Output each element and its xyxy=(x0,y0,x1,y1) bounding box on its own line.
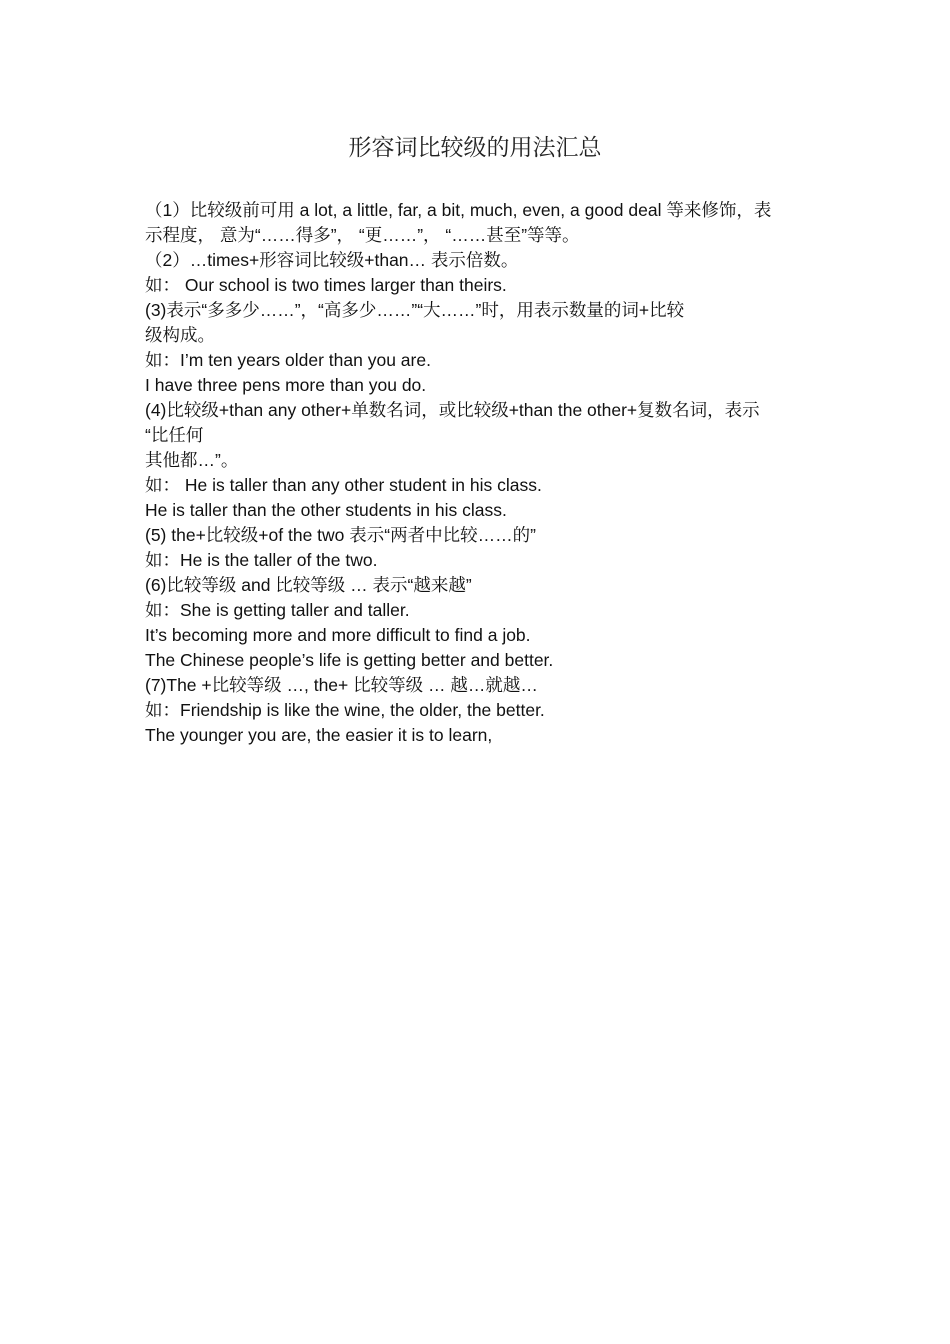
text-line-21: 如：Friendship is like the wine, the older, the better. xyxy=(145,700,545,720)
text-line-7: 如：I’m ten years older than you are. xyxy=(145,350,431,370)
text-line-10: “比任何 xyxy=(145,425,204,445)
text-line-14: (5) the+比较级+of the two 表示“两者中比较……的” xyxy=(145,525,536,545)
text-line-18: It’s becoming more and more difficult to find a job. xyxy=(145,625,531,645)
text-line-17: 如：She is getting taller and taller. xyxy=(145,600,410,620)
text-line-19: The Chinese people’s life is getting better and better. xyxy=(145,650,554,670)
text-line-1: （1）比较级前可用 a lot, a little, far, a bit, much, even, a good deal 等来修饰，表 xyxy=(145,200,772,220)
text-line-11: 其他都…”。 xyxy=(145,450,239,470)
text-line-20: (7)The +比较等级 …, the+ 比较等级 … 越…就越… xyxy=(145,675,538,695)
text-line-4: 如： Our school is two times larger than theirs. xyxy=(145,275,507,295)
text-line-22: The younger you are, the easier it is to learn, xyxy=(145,725,493,745)
text-line-16: (6)比较等级 and 比较等级 … 表示“越来越” xyxy=(145,575,472,595)
text-line-5: (3)表示“多多少……”，“高多少……”“大……”时，用表示数量的词+比较 xyxy=(145,300,685,320)
text-line-13: He is taller than the other students in his class. xyxy=(145,500,507,520)
text-line-15: 如：He is the taller of the two. xyxy=(145,550,378,570)
document-title: 形容词比较级的用法汇总 xyxy=(348,135,602,161)
text-line-6: 级构成。 xyxy=(145,325,215,345)
text-line-12: 如： He is taller than any other student in his class. xyxy=(145,475,542,495)
text-line-2: 示程度， 意为“……得多”， “更……”， “……甚至”等等。 xyxy=(145,225,580,245)
text-line-3: （2）…times+形容词比较级+than… 表示倍数。 xyxy=(145,250,519,270)
text-line-9: (4)比较级+than any other+单数名词，或比较级+than the other+复数名词，表示 xyxy=(145,400,760,420)
text-line-8: I have three pens more than you do. xyxy=(145,375,427,395)
